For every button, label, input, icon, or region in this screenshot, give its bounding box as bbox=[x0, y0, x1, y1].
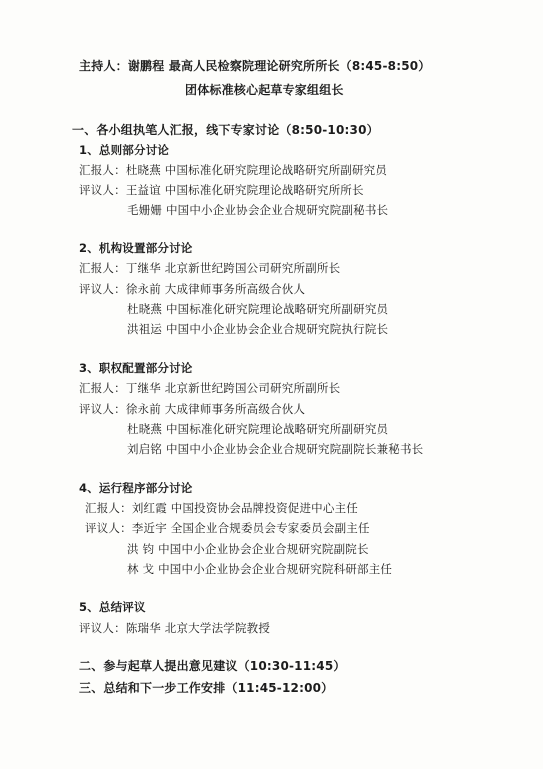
reviewer-label: 评议人： bbox=[79, 282, 126, 296]
section-1-reviewer-2: 毛姗姗 中国中小企业协会企业合规研究院副秘书长 bbox=[127, 203, 389, 217]
reviewer-entry: 徐永前 大成律师事务所高级合伙人 bbox=[125, 282, 306, 296]
part2-heading: 二、参与起草人提出意见建议（10:30-11:45） bbox=[79, 659, 346, 673]
section-2-title: 2、机构设置部分讨论 bbox=[79, 241, 193, 255]
section-2-reporter bbox=[79, 260, 340, 276]
host-name: 谢鹏程 bbox=[127, 59, 165, 73]
host-label: 主持人： bbox=[79, 59, 128, 73]
reviewer-label: 评议人： bbox=[79, 402, 126, 416]
section-1-title: 1、总则部分讨论 bbox=[79, 143, 170, 157]
section-3-reviewer-1 bbox=[79, 401, 305, 417]
section-4-reviewer-1 bbox=[85, 520, 370, 536]
reviewer-label: 评议人： bbox=[79, 621, 126, 635]
section-1-reporter bbox=[79, 162, 387, 178]
section-3-title: 3、职权配置部分讨论 bbox=[79, 361, 193, 375]
reviewer-entry: 陈瑞华 北京大学法学院教授 bbox=[125, 621, 271, 635]
part1-heading: 一、各小组执笔人汇报，线下专家讨论（8:50-10:30） bbox=[72, 123, 379, 137]
reviewer-label: 评议人： bbox=[79, 183, 126, 197]
section-2-reviewer-1 bbox=[79, 281, 305, 297]
reporter-entry: 杜晓燕 中国标准化研究院理论战略研究所副研究员 bbox=[125, 163, 388, 177]
reporter-label: 汇报人： bbox=[79, 381, 126, 395]
reporter-entry: 刘红霞 中国投资协会品牌投资促进中心主任 bbox=[131, 501, 358, 515]
section-3-reporter bbox=[79, 380, 340, 396]
section-4-reviewer-2: 洪 钧 中国中小企业协会企业合规研究院副院长 bbox=[127, 542, 369, 556]
reporter-entry: 丁继华 北京新世纪跨国公司研究所副所长 bbox=[125, 381, 341, 395]
section-5-title: 5、总结评议 bbox=[79, 600, 146, 614]
reviewer-label: 评议人： bbox=[85, 521, 132, 535]
section-1-reviewer-1 bbox=[79, 182, 364, 198]
host-title-cont: 团体标准核心起草专家组组长 bbox=[185, 83, 344, 97]
part3-heading: 三、总结和下一步工作安排（11:45-12:00） bbox=[79, 681, 334, 695]
section-3-reviewer-3: 刘启铭 中国中小企业协会企业合规研究院副院长兼秘书长 bbox=[127, 442, 424, 456]
reporter-entry: 丁继华 北京新世纪跨国公司研究所副所长 bbox=[125, 261, 341, 275]
section-3-reviewer-2: 杜晓燕 中国标准化研究院理论战略研究所副研究员 bbox=[127, 422, 389, 436]
reviewer-entry: 王益谊 中国标准化研究院理论战略研究所所长 bbox=[125, 183, 364, 197]
host-line bbox=[79, 58, 431, 74]
reporter-label: 汇报人： bbox=[79, 261, 126, 275]
reviewer-entry: 徐永前 大成律师事务所高级合伙人 bbox=[125, 402, 306, 416]
section-2-reviewer-3: 洪祖运 中国中小企业协会企业合规研究院执行院长 bbox=[127, 322, 389, 336]
section-4-reviewer-3: 林 戈 中国中小企业协会企业合规研究院科研部主任 bbox=[127, 562, 393, 576]
reporter-label: 汇报人： bbox=[79, 163, 126, 177]
section-2-reviewer-2: 杜晓燕 中国标准化研究院理论战略研究所副研究员 bbox=[127, 302, 389, 316]
host-title: 最高人民检察院理论研究所所长（8:45-8:50） bbox=[168, 59, 431, 73]
reporter-label: 汇报人： bbox=[85, 501, 132, 515]
reviewer-entry: 李近宇 全国企业合规委员会专家委员会副主任 bbox=[131, 521, 370, 535]
section-4-title: 4、运行程序部分讨论 bbox=[79, 481, 193, 495]
section-4-reporter bbox=[85, 500, 358, 516]
section-5-reviewer bbox=[79, 620, 270, 636]
